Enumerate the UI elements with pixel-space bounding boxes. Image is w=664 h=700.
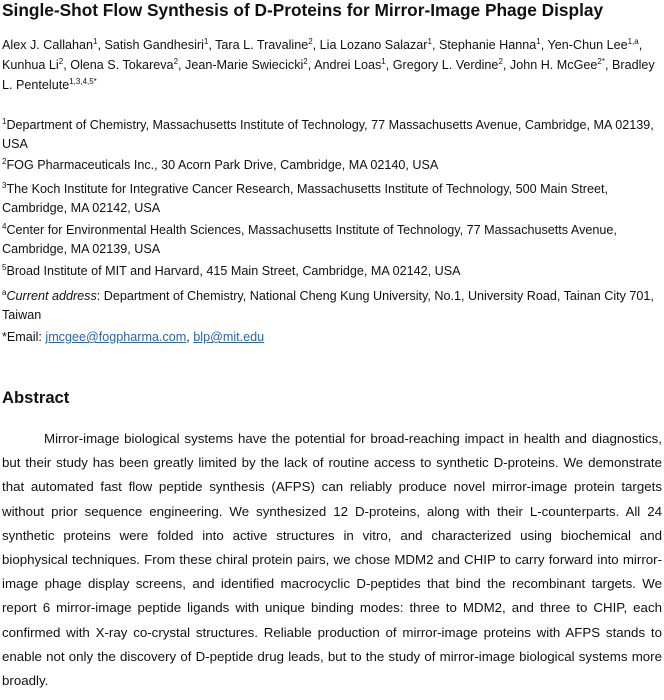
author-separator: ,: [178, 58, 186, 72]
abstract-text: Mirror-image biological systems have the potential for broad-reaching impact in health and diagnostics, but their study has been greatly limited by the lack of routine access to synthetic D-proteins. We demonstrate that automated fast flow peptide synthesis (AFPS) can reliably produce novel mirror-image protein targets without prior sequence engineering. We synthesized 12 D-proteins, along with their L-counterparts. All 24 synthetic proteins were folded into active structures in vitro, and characterized using biochemical and biophysical techniques. From these chiral protein pairs, we chose MDM2 and CHIP to carry forward into mirror-image phage display screens, and identified macrocyclic D-peptides that bind the recombinant targets. We report 6 mirror-image peptide ligands with unique binding modes: three to MDM2, and three to CHIP, each confirmed with X-ray co-crystal structures. Reliable production of mirror-image proteins with AFPS stands to enable not only the discovery of D-peptide drug leads, but to the study of mirror-image biological systems more broadly.: [2, 431, 662, 689]
email-label: *Email:: [2, 330, 46, 344]
author-name: Lia Lozano Salazar: [319, 38, 428, 52]
affiliation-text: Center for Environmental Health Sciences, Massachusetts Institute of Technology, 77 Massachusetts Avenue, Cambridge, MA 02139, USA: [2, 223, 617, 256]
author-name: Kunhua Li: [2, 58, 59, 72]
affiliation-text: Department of Chemistry, Massachusetts Institute of Technology, 77 Massachusetts Avenue, Cambridge, MA 02139, USA: [2, 118, 654, 151]
author-separator: ,: [307, 58, 315, 72]
author-affiliation-mark: 2*: [597, 56, 605, 66]
author-affiliation-mark: 1: [381, 56, 386, 66]
paper-title: Single-Shot Flow Synthesis of D-Proteins for Mirror-Image Phage Display: [2, 0, 604, 20]
current-address-text: : Department of Chemistry, National Cheng Kung University, No.1, University Road, Tainan City 701, Taiwan: [2, 289, 654, 322]
affiliation-text: The Koch Institute for Integrative Cancer Research, Massachusetts Institute of Technology, 500 Main Street, Cambridge, MA 02142, USA: [2, 182, 609, 215]
author-name: Bradley L. Pentelute: [2, 58, 655, 92]
author-name: Stephanie Hanna: [438, 38, 537, 52]
author-affiliation-mark: 2: [58, 56, 64, 66]
author-affiliation-mark: 1: [93, 36, 98, 46]
email-line: [2, 328, 660, 347]
author-separator: ,: [97, 38, 105, 52]
email-link-pentelute[interactable]: blp@mit.edu: [193, 330, 265, 344]
affiliation-4: [2, 221, 660, 259]
current-address: [2, 287, 660, 325]
author-separator: ,: [208, 38, 216, 52]
author-affiliation-mark: 2: [173, 56, 179, 66]
author-affiliation-mark: 2: [498, 56, 503, 66]
current-address-label: Current address: [6, 289, 97, 303]
affiliation-3: [2, 180, 660, 218]
author: [185, 58, 314, 72]
author-affiliation-mark: 1: [427, 36, 432, 46]
affiliation-2: [2, 156, 660, 175]
author-affiliation-mark: 2: [303, 56, 308, 66]
current-address-mark: a: [2, 287, 7, 297]
affiliation-mark: 4: [2, 221, 7, 231]
email-separator: ,: [186, 330, 194, 344]
author-affiliation-mark: 1,3,4,5*: [69, 76, 97, 86]
author-affiliation-mark: 1: [536, 36, 541, 46]
abstract-heading: Abstract: [2, 388, 70, 407]
author-name: Tara L. Travaline: [215, 38, 309, 52]
author: [70, 58, 185, 72]
author-separator: ,: [638, 38, 643, 52]
author-separator: ,: [431, 38, 439, 52]
author-separator: ,: [502, 58, 510, 72]
author: [393, 58, 510, 72]
author-name: Olena S. Tokareva: [70, 58, 174, 72]
author-name: Andrei Loas: [314, 58, 382, 72]
author-separator: ,: [540, 38, 548, 52]
affiliation-text: Broad Institute of MIT and Harvard, 415 Main Street, Cambridge, MA 02142, USA: [6, 264, 461, 278]
author: [314, 58, 393, 72]
author-name: Jean-Marie Swiecicki: [185, 58, 304, 72]
author-name: Gregory L. Verdine: [392, 58, 499, 72]
affiliation-mark: 3: [2, 180, 7, 190]
author-name: Alex J. Callahan: [2, 38, 94, 52]
author-affiliation-mark: 2: [308, 36, 313, 46]
author-separator: ,: [63, 58, 71, 72]
author: [215, 38, 320, 52]
author-affiliation-mark: 1: [203, 36, 209, 46]
affiliation-text: FOG Pharmaceuticals Inc., 30 Acorn Park Drive, Cambridge, MA 02140, USA: [6, 158, 439, 172]
author: [510, 58, 612, 72]
author: [2, 38, 104, 52]
author: [548, 38, 643, 52]
author: [439, 38, 548, 52]
abstract-body: [2, 427, 662, 693]
affiliation-1: [2, 116, 660, 154]
author-name: John H. McGee: [509, 58, 598, 72]
author: [320, 38, 439, 52]
author-affiliation-mark: 1,a: [627, 36, 639, 46]
email-link-mcgee[interactable]: jmcgee@fogpharma.com: [45, 330, 187, 344]
author-list: [2, 35, 658, 95]
author-separator: ,: [604, 58, 612, 72]
affiliation-mark: 2: [2, 156, 7, 166]
author-name: Satish Gandhesiri: [104, 38, 204, 52]
author: [2, 58, 70, 72]
author-separator: ,: [385, 58, 393, 72]
author: [104, 38, 215, 52]
affiliation-mark: 1: [2, 116, 7, 126]
author-separator: ,: [312, 38, 320, 52]
author-name: Yen-Chun Lee: [547, 38, 628, 52]
affiliation-mark: 5: [2, 262, 7, 272]
affiliation-5: [2, 262, 660, 281]
